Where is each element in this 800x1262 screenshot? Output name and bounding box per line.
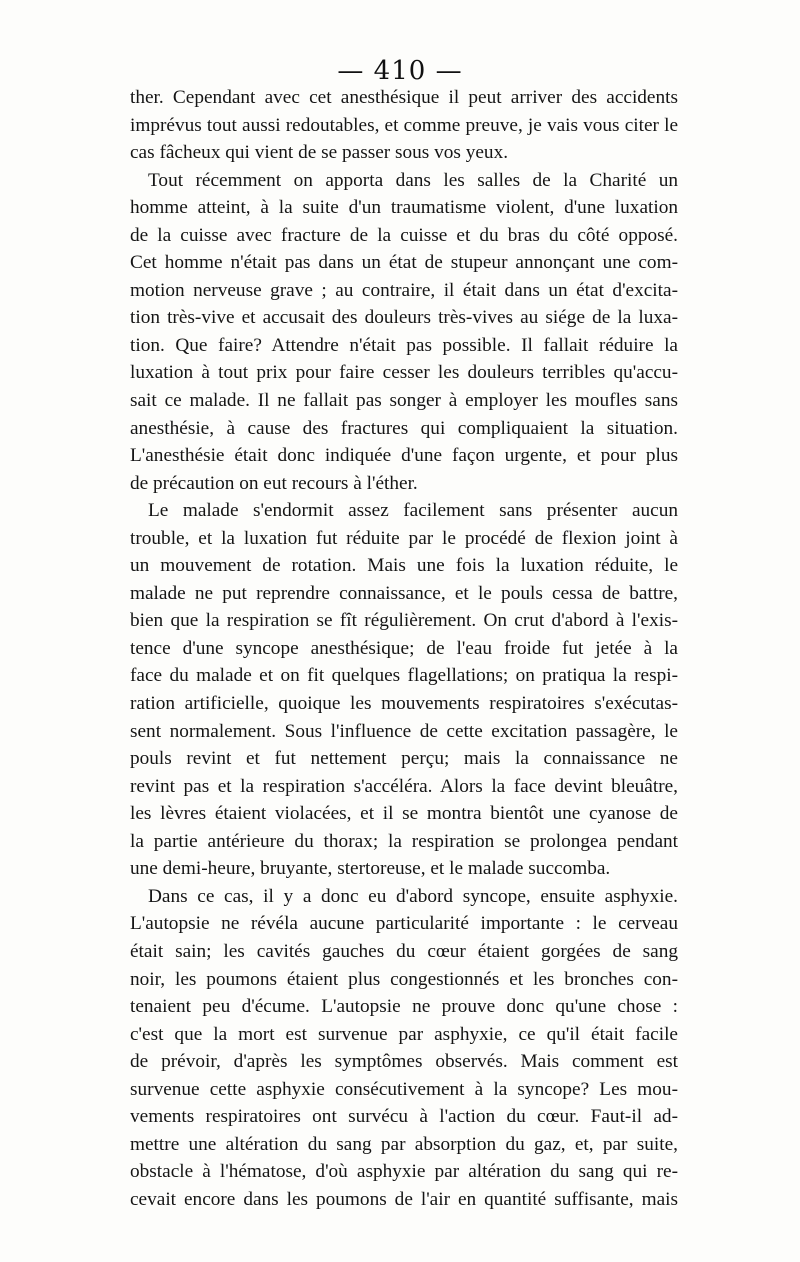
text-line: de précaution on eut recours à l'éther. [130,472,418,494]
text-line: revint pas et la respiration s'accéléra. Alors la face devint bleuâtre, [130,775,678,797]
body-text [130,84,678,1213]
text-line: tence d'une syncope anesthésique; de l'eau froide fut jetée à la [130,637,678,659]
text-line: cas fâcheux qui vient de se passer sous vos yeux. [130,142,509,164]
text-line: cevait encore dans les poumons de l'air en quantité suffisante, mais [130,1188,678,1210]
text-line: Tout récemment on apporta dans les salles de la Charité un [148,169,678,191]
text-line: sent normalement. Sous l'influence de cette excitation passagère, le [130,720,678,742]
text-line: de la cuisse avec fracture de la cuisse et du bras du côté opposé. [130,224,678,246]
text-line: mettre une altération du sang par absorption du gaz, et, par suite, [130,1133,678,1155]
text-line: motion nerveuse grave ; au contraire, il était dans un état d'excita- [130,279,678,301]
text-line: la partie antérieure du thorax; la respiration se prolongea pendant [130,830,678,852]
text-line: anesthésie, à cause des fractures qui compliquaient la situation. [130,417,678,439]
text-line: Le malade s'endormit assez facilement sans présenter aucun [148,500,678,522]
text-line: les lèvres étaient violacées, et il se montra bientôt une cyanose de [130,803,678,825]
text-line: Dans ce cas, il y a donc eu d'abord syncope, ensuite asphyxie. [148,885,678,907]
text-line: pouls revint et fut nettement perçu; mais la connaissance ne [130,748,678,770]
text-line: trouble, et la luxation fut réduite par le procédé de flexion joint à [130,527,678,549]
text-line: homme atteint, à la suite d'un traumatisme violent, d'une luxation [130,197,678,219]
text-line: c'est que la mort est survenue par asphyxie, ce qu'il était facile [130,1023,678,1045]
text-line: L'autopsie ne révéla aucune particularité importante : le cerveau [130,913,678,935]
text-line: ration artificielle, quoique les mouvements respiratoires s'exécutas- [130,693,678,715]
text-line: obstacle à l'hématose, d'où asphyxie par altération du sang qui re- [130,1161,678,1183]
text-line: face du malade et on fit quelques flagellations; on pratiqua la respi- [130,665,678,687]
text-line: L'anesthésie était donc indiquée d'une façon urgente, et pour plus [130,445,678,467]
text-line: tion. Que faire? Attendre n'était pas possible. Il fallait réduire la [130,334,678,356]
text-line: tenaient peu d'écume. L'autopsie ne prouve donc qu'une chose : [130,996,678,1018]
text-line: Cet homme n'était pas dans un état de stupeur annonçant une com- [130,252,678,274]
text-line: luxation à tout prix pour faire cesser les douleurs terribles qu'accu- [130,362,678,384]
text-line: tion très-vive et accusait des douleurs très-vives au siége de la luxa- [130,307,678,329]
page-number: — 410 — [337,56,463,86]
text-line: malade ne put reprendre connaissance, et le pouls cessa de battre, [130,582,678,604]
text-line: noir, les poumons étaient plus congestionnés et les bronches con- [130,968,678,990]
text-line: un mouvement de rotation. Mais une fois la luxation réduite, le [130,555,678,577]
text-line: survenue cette asphyxie consécutivement à la syncope? Les mou- [130,1078,678,1100]
text-line: était sain; les cavités gauches du cœur étaient gorgées de sang [130,940,678,962]
text-line: une demi-heure, bruyante, stertoreuse, et le malade succomba. [130,858,611,880]
text-line: bien que la respiration se fît régulièrement. On crut d'abord à l'exis- [130,610,678,632]
text-line: vements respiratoires ont survécu à l'action du cœur. Faut-il ad- [130,1106,678,1128]
text-line: imprévus tout aussi redoutables, et comme preuve, je vais vous citer le [130,114,678,136]
text-line: sait ce malade. Il ne fallait pas songer à employer les moufles sans [130,390,678,412]
text-line: ther. Cependant avec cet anesthésique il peut arriver des accidents [130,87,678,108]
text-line: de prévoir, d'après les symptômes observés. Mais comment est [130,1051,678,1073]
